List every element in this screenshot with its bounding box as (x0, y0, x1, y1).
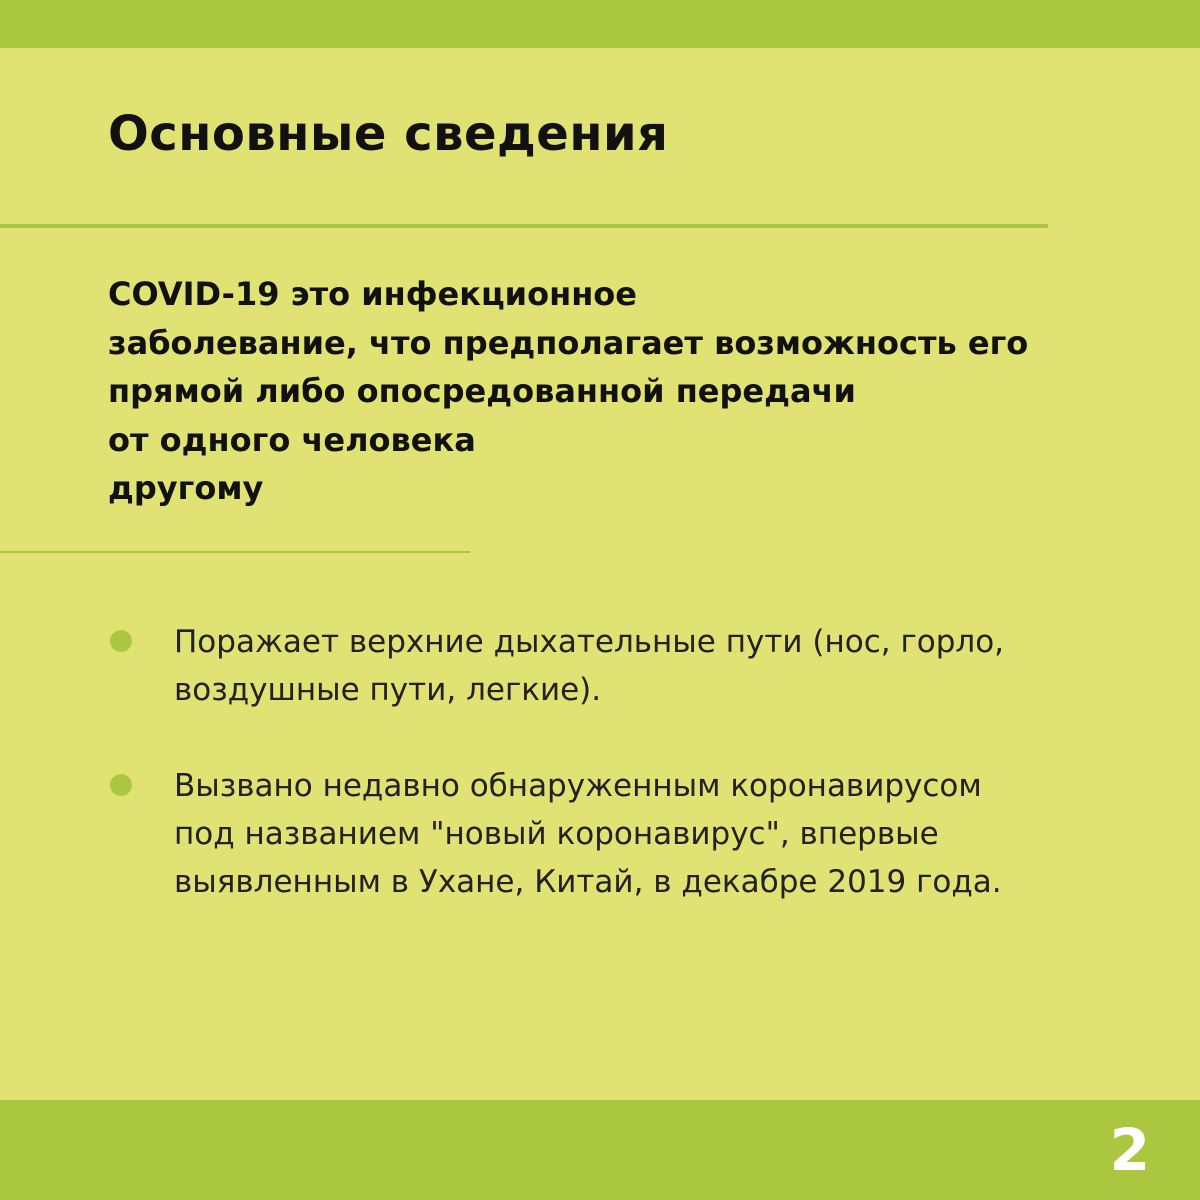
bottom-bar (0, 1100, 1200, 1200)
bullet-line: выявленным в Ухане, Китай, в декабре 2019 года. (174, 864, 1002, 900)
bullet-text (174, 618, 1108, 714)
intro-line: другому (108, 469, 264, 507)
intro-text (108, 270, 1108, 513)
top-bar (0, 0, 1200, 48)
title-divider (0, 224, 1048, 228)
bullet-line: Поражает верхние дыхательные пути (нос, горло, (174, 624, 1005, 660)
bullet-text (174, 762, 1108, 906)
bullet-item (108, 762, 1108, 906)
intro-line: от одного человека (108, 420, 476, 459)
bullet-dot-icon (110, 774, 132, 796)
intro-line: COVID-19 это инфекционное (108, 275, 637, 313)
bullet-dot-icon (110, 630, 132, 652)
bullet-line: под названием "новый коронавирус", впервые (174, 816, 939, 852)
page-number: 2 (1109, 1116, 1150, 1184)
intro-line: прямой либо опосредованной передачи (108, 372, 856, 410)
intro-divider (0, 551, 470, 553)
bullet-line: воздушные пути, легкие). (174, 672, 602, 708)
intro-line: заболевание, что предполагает возможность его (108, 323, 1029, 362)
bullet-list (108, 618, 1108, 954)
bullet-item (108, 618, 1108, 714)
bullet-line: Вызвано недавно обнаруженным коронавирусом (174, 768, 982, 804)
page-title: Основные сведения (108, 106, 669, 162)
